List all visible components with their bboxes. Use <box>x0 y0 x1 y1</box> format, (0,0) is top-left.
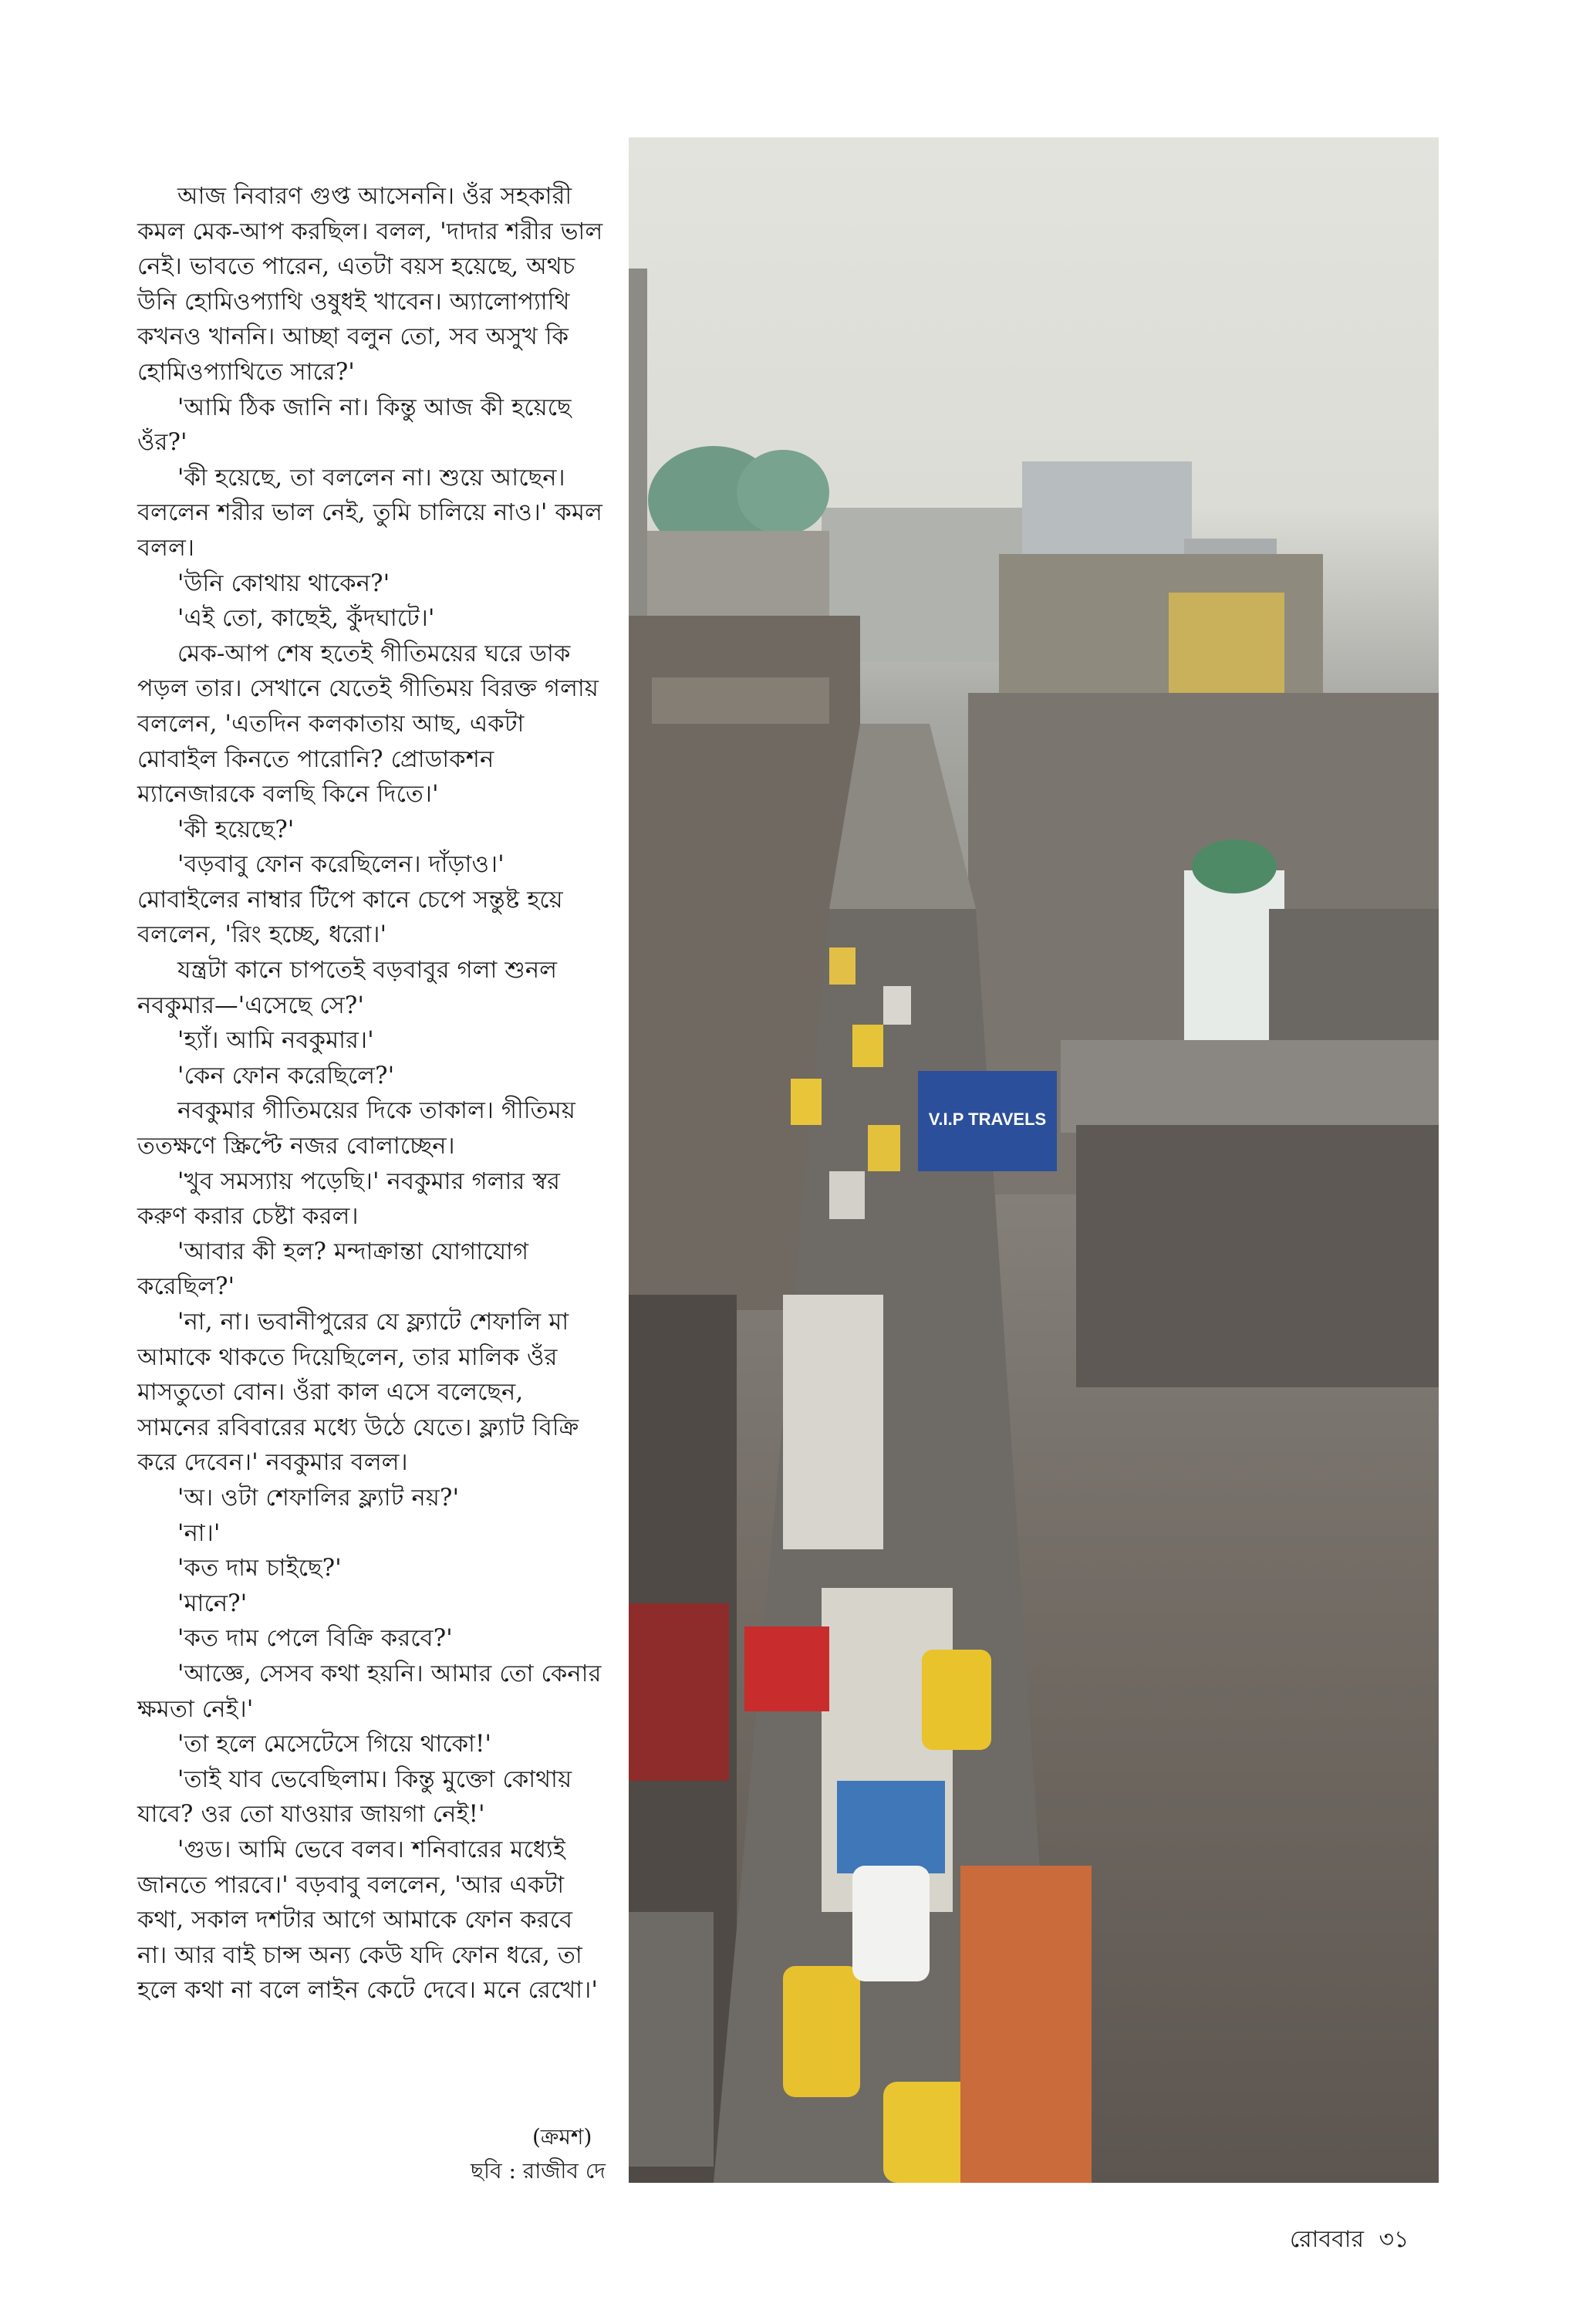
paragraph: 'কত দাম চাইছে?' <box>177 1555 342 1583</box>
street-photo <box>629 137 1439 2183</box>
paragraph: 'না।' <box>177 1519 221 1547</box>
paragraph: 'আজ্ঞে, সেসব কথা হয়নি। আমার তো কেনার ক্ষমতা নেই।' <box>137 1660 602 1723</box>
page-number: ৩১ <box>1379 2226 1409 2253</box>
magazine-name: রোববার <box>1290 2226 1364 2253</box>
paragraph: 'কত দাম পেলে বিক্রি করবে?' <box>177 1625 453 1653</box>
paragraph: নবকুমার গীতিময়ের দিকে তাকাল। গীতিময় ততক্ষণে স্ক্রিপ্টে নজর বোলাচ্ছেন। <box>137 1097 576 1160</box>
paragraph: 'এই তো, কাছেই, কুঁদঘাটে।' <box>177 605 435 633</box>
paragraph: 'অ। ওটা শেফালির ফ্ল্যাট নয়?' <box>177 1484 460 1512</box>
shop-sign-text: V.I.P TRAVELS <box>928 1110 1047 1129</box>
paragraph: 'তা হলে মেসেটেসে গিয়ে থাকো!' <box>177 1731 492 1758</box>
paragraph: 'গুড। আমি ভেবে বলব। শনিবারের মধ্যেই জানতে পারবে।' বড়বাবু বললেন, 'আর একটা কথা, সকাল দশটার আগে আমাকে ফোন করবে না। আর বাই চান্স অন্য কেউ যদি ফোন ধরে, তা হলে কথা না বলে লাইন কেটে দেবে। মনে রেখো।' <box>137 1836 599 2005</box>
paragraph: 'কী হয়েছে, তা বললেন না। শুয়ে আছেন। বললেন শরীর ভাল নেই, তুমি চালিয়ে নাও।' কমল বলল। <box>137 464 603 562</box>
paragraph: আজ নিবারণ গুপ্ত আসেননি। ওঁর সহকারী কমল মেক-আপ করছিল। বলল, 'দাদার শরীর ভাল নেই। ভাবতে পারেন, এতটা বয়স হয়েছে, অথচ উনি হোমিওপ্যাথি ওষুধই খাবেন। অ্যালোপ্যাথি কখনও খাননি। আচ্ছা বলুন তো, সব অসুখ কি হোমিওপ্যাথিতে সারে?' <box>137 183 603 386</box>
paragraph: 'উনি কোথায় থাকেন?' <box>177 569 390 597</box>
paragraph: 'খুব সমস্যায় পড়েছি।' নবকুমার গলার স্বর করুণ করার চেষ্টা করল। <box>137 1167 561 1231</box>
paragraph: 'হ্যাঁ। আমি নবকুমার।' <box>177 1027 374 1055</box>
paragraph: 'কী হয়েছে?' <box>177 816 295 843</box>
paragraph: 'তাই যাব ভেবেছিলাম। কিন্তু মুক্তো কোথায় যাবে? ওর তো যাওয়ার জায়গা নেই!' <box>137 1765 572 1829</box>
page-footer <box>1282 2221 1409 2260</box>
paragraph: যন্ত্রটা কানে চাপতেই বড়বাবুর গলা শুনল নবকুমার—'এসেছে সে?' <box>137 957 558 1019</box>
paragraph: মেক-আপ শেষ হতেই গীতিময়ের ঘরে ডাক পড়ল তার। সেখানে যেতেই গীতিময় বিরক্ত গলায় বললেন, 'এতদিন কলকাতায় আছ, একটা মোবাইল কিনতে পারোনি? প্রোডাকশন ম্যানেজারকে বলছি কিনে দিতে।' <box>137 640 599 809</box>
continued-label: (ক্রমশ) <box>532 2124 592 2150</box>
paragraph: 'বড়বাবু ফোন করেছিলেন। দাঁড়াও।' মোবাইলের নাম্বার টিপে কানে চেপে সন্তুষ্ট হয়ে বললেন, 'রিং হচ্ছে, ধরো।' <box>137 851 563 949</box>
paragraph: 'না, না। ভবানীপুরের যে ফ্ল্যাটে শেফালি মা আমাকে থাকতে দিয়েছিলেন, তার মালিক ওঁর মাসতুতো বোন। ওঁরা কাল এসে বলেছেন, সামনের রবিবারের মধ্যে উঠে যেতে। ফ্ল্যাট বিক্রি করে দেবেন।' নবকুমার বলল। <box>137 1309 579 1477</box>
paragraph: 'আবার কী হল? মন্দাক্রান্তা যোগাযোগ করেছিল?' <box>137 1238 529 1301</box>
street-scene-illustration <box>629 137 1439 2183</box>
paragraph: 'কেন ফোন করেছিলে?' <box>177 1062 395 1089</box>
article-text <box>137 179 603 2008</box>
photo-credit: ছবি : রাজীব দে <box>471 2158 606 2184</box>
paragraph: 'আমি ঠিক জানি না। কিন্তু আজ কী হয়েছে ওঁর?' <box>137 394 572 457</box>
paragraph: 'মানে?' <box>177 1589 248 1617</box>
